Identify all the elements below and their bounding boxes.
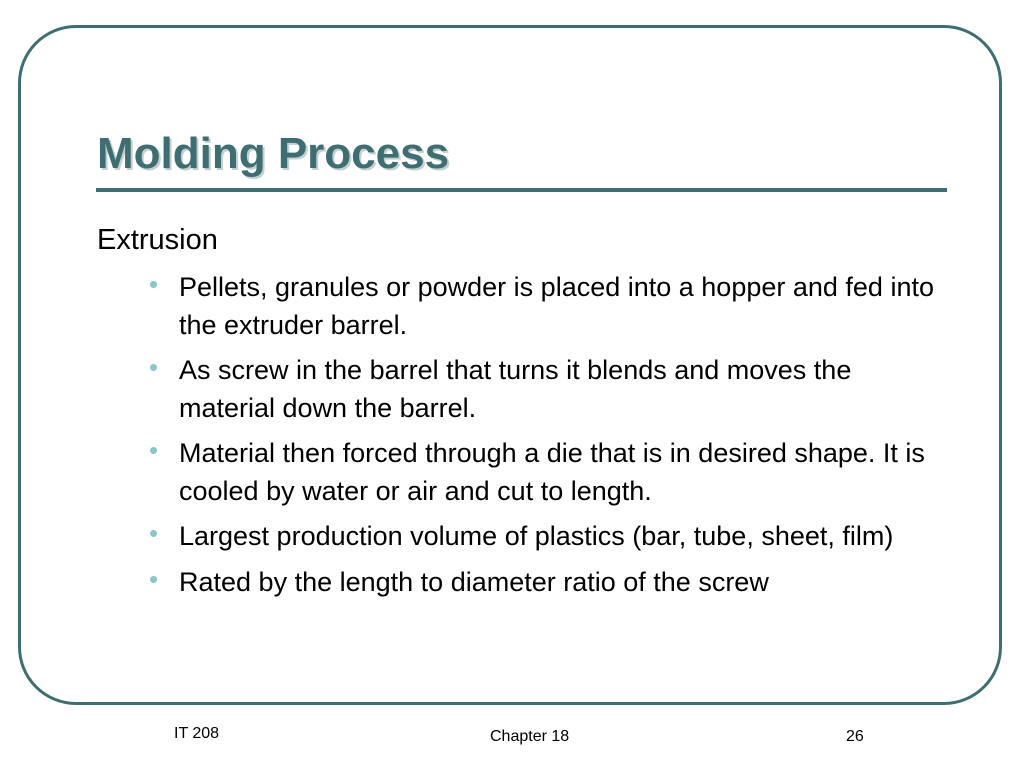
footer-course: IT 208: [174, 725, 220, 742]
bullet-item: [0, 269, 939, 344]
bullet-dot-icon: •: [149, 435, 159, 465]
bullet-dot-icon: •: [149, 563, 159, 594]
slide-title: Molding Process: [97, 129, 450, 178]
bullet-item: [0, 518, 939, 556]
bullet-item: [0, 435, 939, 510]
bullet-text: As screw in the barrel that turns it blends and moves the material down the barrel.: [179, 355, 852, 423]
footer-chapter: Chapter 18: [490, 728, 570, 745]
bullet-text: Material then forced through a die that is in desired shape. It is cooled by water or air and cut to length.: [179, 438, 925, 506]
bullet-text: Largest production volume of plastics (bar, tube, sheet, film): [179, 521, 894, 551]
bullet-text: Pellets, granules or powder is placed into a hopper and fed into the extruder barrel.: [179, 272, 934, 340]
bullet-item: [0, 564, 939, 602]
bullet-text: Rated by the length to diameter ratio of the screw: [179, 566, 769, 597]
bullet-dot-icon: •: [149, 352, 159, 382]
bullet-dot-icon: •: [149, 269, 159, 299]
bullet-list: [0, 269, 939, 609]
bullet-dot-icon: •: [149, 518, 159, 548]
section-heading: Extrusion: [97, 224, 218, 256]
footer-page-number: 26: [846, 728, 864, 745]
title-underline: [96, 188, 947, 192]
bullet-item: [0, 352, 939, 427]
